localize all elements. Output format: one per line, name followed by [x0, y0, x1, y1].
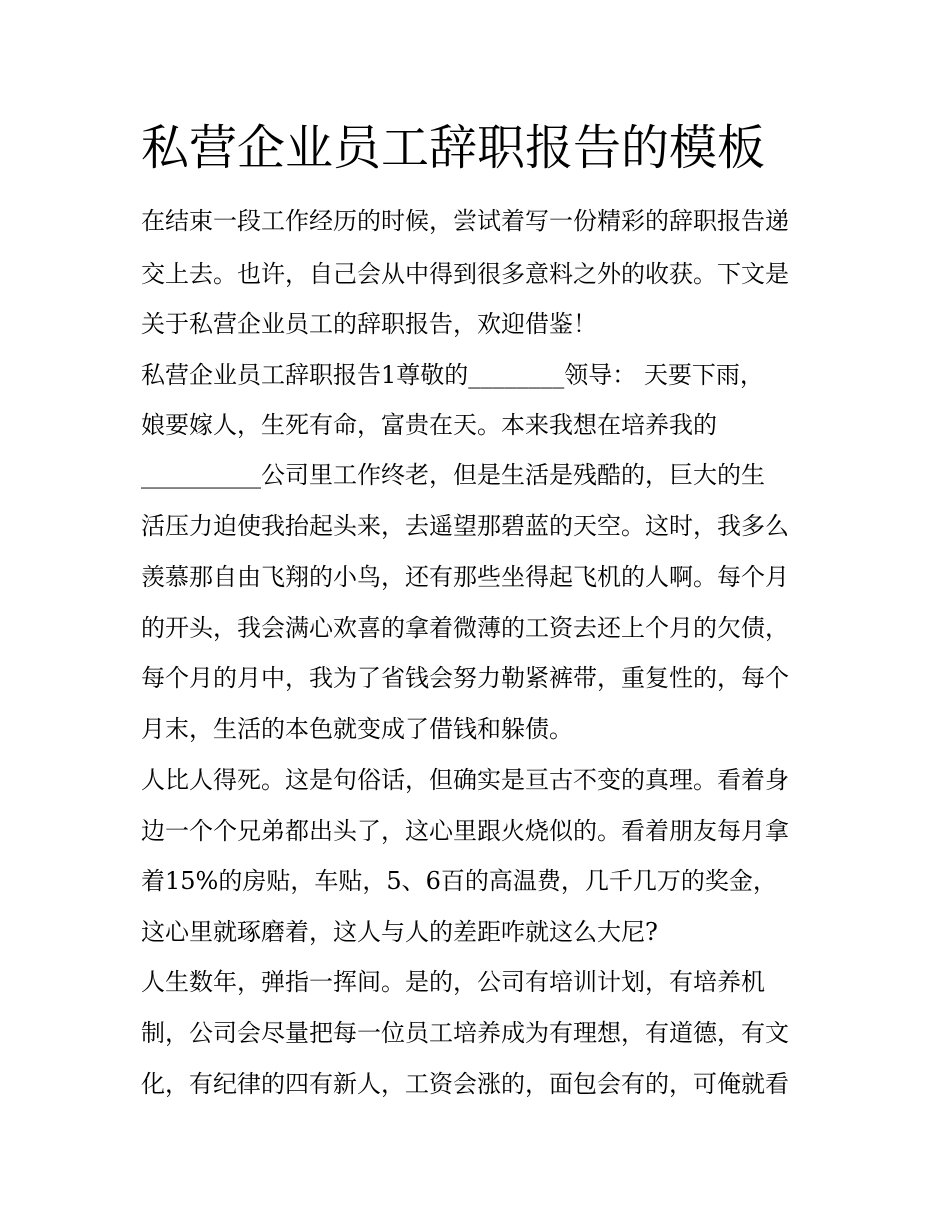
text-line: __________公司里工作终老，但是生活是残酷的，巨大的生 — [141, 461, 765, 489]
text-line: 娘要嫁人，生死有命，富贵在天。本来我想在培养我的 — [141, 411, 717, 439]
text-line: 羡慕那自由飞翔的小鸟，还有那些坐得起飞机的人啊。每个月 — [141, 563, 789, 591]
text-line: 这心里就琢磨着，这人与人的差距咋就这么大尼? — [141, 918, 658, 946]
text-line: 在结束一段工作经历的时候，尝试着写一份精彩的辞职报告递 — [141, 207, 789, 235]
text-line: 人生数年，弹指一挥间。是的，公司有培训计划，有培养机 — [141, 968, 765, 996]
text-line: 着15%的房贴，车贴，5、6百的高温费，几千几万的奖金， — [141, 867, 777, 895]
text-line: 关于私营企业员工的辞职报告，欢迎借鉴！ — [141, 310, 597, 338]
text-line: 人比人得死。这是句俗话，但确实是亘古不变的真理。看着身 — [141, 766, 789, 794]
text-line: 制，公司会尽量把每一位员工培养成为有理想，有道德，有文 — [141, 1019, 789, 1047]
text-line: 边一个个兄弟都出头了，这心里跟火烧似的。看着朋友每月拿 — [141, 817, 789, 845]
text-line: 化，有纪律的四有新人，工资会涨的，面包会有的，可俺就看 — [141, 1070, 789, 1098]
text-line: 的开头，我会满心欢喜的拿着微薄的工资去还上个月的欠债， — [141, 614, 789, 642]
document-title: 私营企业员工辞职报告的模板 — [141, 120, 766, 176]
text-line: 活压力迫使我抬起头来，去遥望那碧蓝的天空。这时，我多么 — [141, 512, 789, 540]
text-line: 月末，生活的本色就变成了借钱和躲债。 — [141, 715, 573, 743]
text-line: 私营企业员工辞职报告1尊敬的________领导： 天要下雨， — [141, 361, 764, 389]
text-line: 每个月的月中，我为了省钱会努力勒紧裤带，重复性的，每个 — [141, 664, 789, 692]
text-line: 交上去。也许，自己会从中得到很多意料之外的收获。下文是 — [141, 260, 789, 288]
